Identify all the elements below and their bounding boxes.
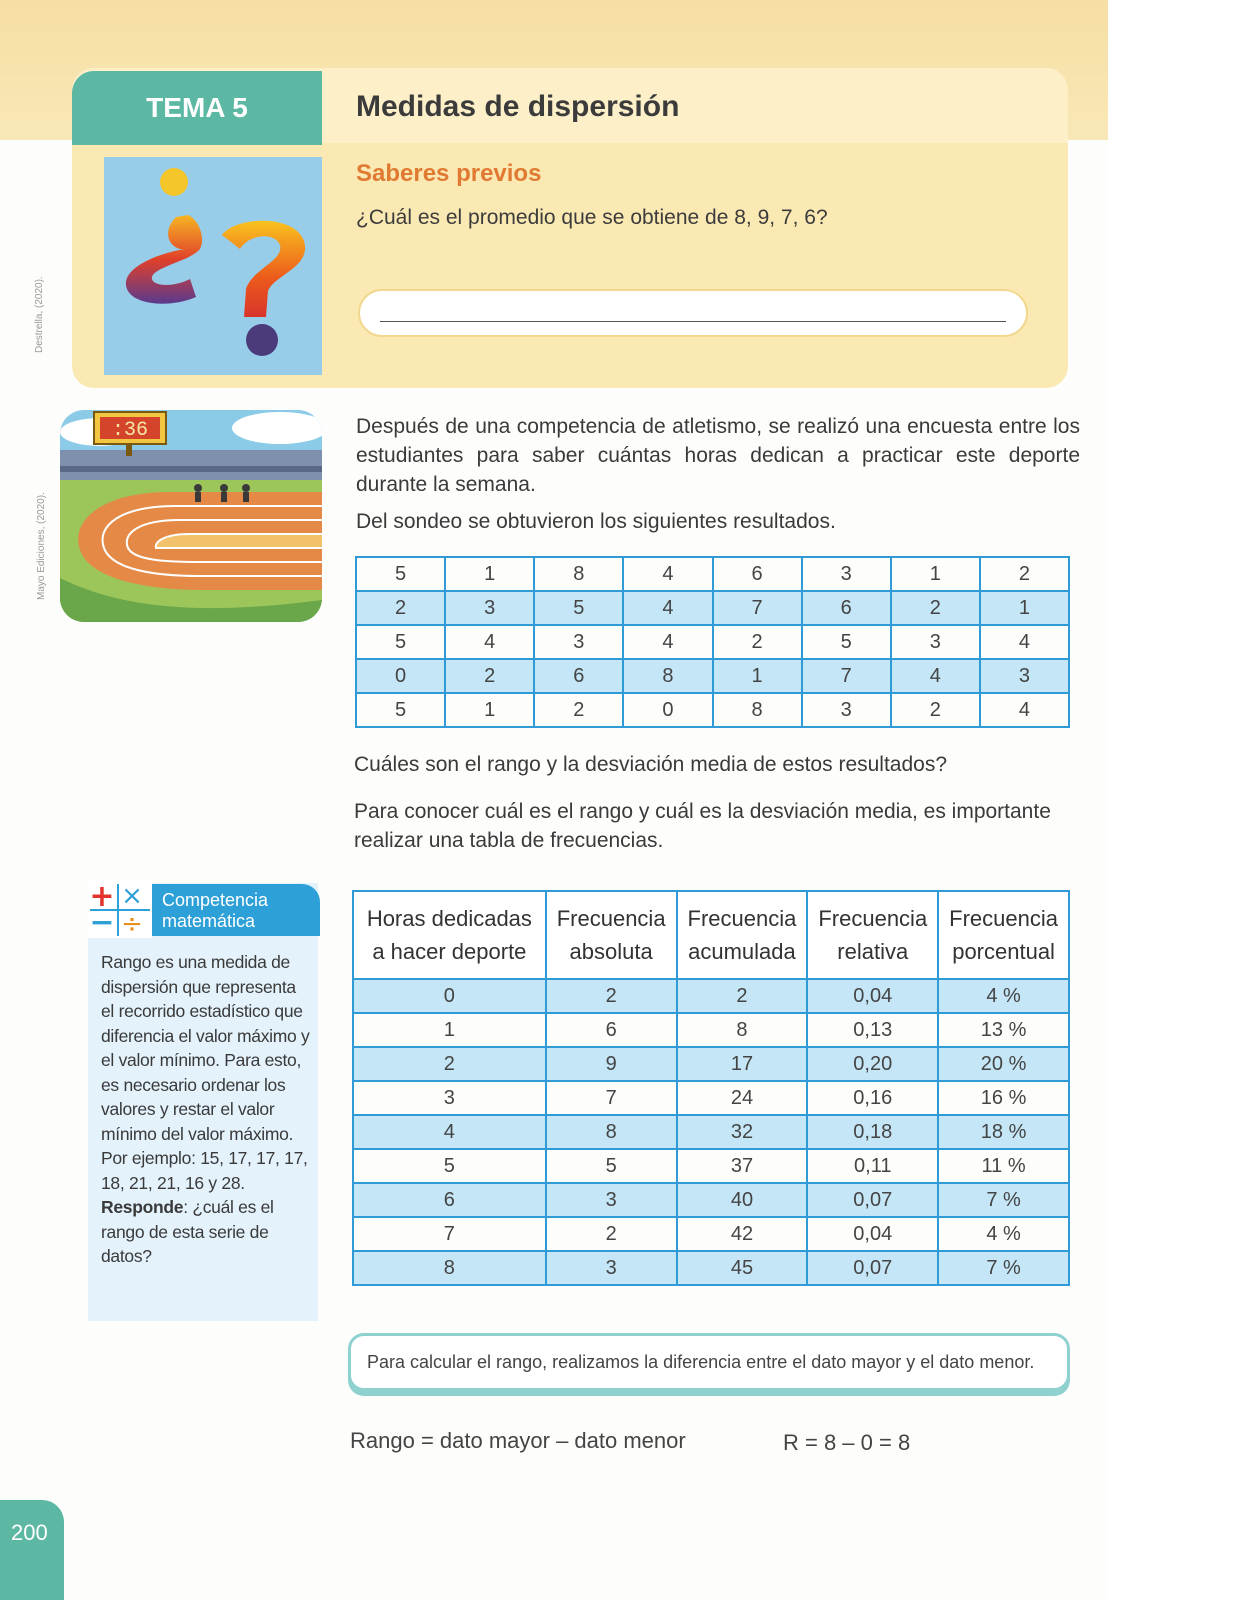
rango-explanation-box: [348, 1333, 1070, 1391]
column-header-relativa: Frecuencia relativa: [807, 891, 938, 979]
table-cell: 5: [802, 625, 891, 659]
column-header-horas: Horas dedicadas a hacer deporte: [353, 891, 546, 979]
table-cell: 4: [980, 625, 1069, 659]
table-cell: 2: [677, 979, 808, 1013]
table-cell: 1: [445, 557, 534, 591]
question-mark-illustration: [104, 157, 322, 375]
responde-text: : ¿cuál es el rango de esta serie de datos?: [101, 1197, 274, 1266]
saberes-previos-title: Saberes previos: [356, 160, 542, 187]
table-cell: 3: [802, 557, 891, 591]
table-cell: 7: [546, 1081, 677, 1115]
table-cell: 8: [713, 693, 802, 727]
competencia-body: Rango es una medida de dispersión que representa el recorrido estadístico que diferencia el valor máximo y el valor mínimo. Para esto, es necesario ordenar los valores y restar el valor mínimo del valor máximo.: [101, 952, 310, 1144]
table-row: [353, 1183, 1069, 1217]
table-cell: 3: [802, 693, 891, 727]
table-cell: 20 %: [938, 1047, 1069, 1081]
table-cell: 2: [534, 693, 623, 727]
table-cell: 3: [353, 1081, 546, 1115]
saberes-question: ¿Cuál es el promedio que se obtiene de 8, 9, 7, 6?: [356, 206, 828, 229]
table-cell: 16 %: [938, 1081, 1069, 1115]
table-cell: 18 %: [938, 1115, 1069, 1149]
math-operations-icon: [88, 880, 152, 938]
table-cell: 3: [546, 1183, 677, 1217]
page-number: 200: [0, 1500, 64, 1600]
table-cell: 8: [677, 1013, 808, 1047]
question-marks-icon: [104, 157, 322, 375]
table-cell: 4 %: [938, 979, 1069, 1013]
table-cell: 1: [891, 557, 980, 591]
table-cell: 0,13: [807, 1013, 938, 1047]
table-cell: 0,18: [807, 1115, 938, 1149]
table-cell: 5: [356, 557, 445, 591]
page-title: Medidas de dispersión: [356, 90, 680, 123]
table-cell: 4 %: [938, 1217, 1069, 1251]
table-row: [353, 1047, 1069, 1081]
image-credit-1: Destrella, (2020).: [34, 276, 45, 353]
table-cell: 5: [546, 1149, 677, 1183]
column-header-porcentual: Frecuencia porcentual: [938, 891, 1069, 979]
table-cell: 2: [713, 625, 802, 659]
table-cell: 1: [353, 1013, 546, 1047]
table-cell: 7: [353, 1217, 546, 1251]
rango-formula: Rango = dato mayor – dato menor: [350, 1428, 686, 1453]
table-cell: 2: [546, 1217, 677, 1251]
table-cell: 8: [534, 557, 623, 591]
table-row: [356, 625, 1069, 659]
table-cell: 4: [623, 591, 712, 625]
stadium-illustration: [60, 410, 322, 622]
table-row: [353, 1251, 1069, 1285]
table-cell: 17: [677, 1047, 808, 1081]
table-cell: 6: [546, 1013, 677, 1047]
table-cell: 7: [713, 591, 802, 625]
table-cell: 4: [980, 693, 1069, 727]
table-cell: 4: [891, 659, 980, 693]
table-cell: 32: [677, 1115, 808, 1149]
table-row: [353, 1081, 1069, 1115]
table-cell: 0: [356, 659, 445, 693]
responde-label: Responde: [101, 1197, 184, 1217]
table-header-row: [353, 891, 1069, 979]
rango-calculation: R = 8 – 0 = 8: [783, 1430, 911, 1455]
table-cell: 3: [445, 591, 534, 625]
athletics-track-icon: [60, 410, 322, 622]
table-row: [353, 979, 1069, 1013]
competencia-text: [101, 950, 313, 1269]
table-row: [356, 659, 1069, 693]
table-cell: 4: [623, 557, 712, 591]
column-header-acumulada: Frecuencia acumulada: [677, 891, 808, 979]
table-cell: 0,07: [807, 1183, 938, 1217]
question-text: Cuáles son el rango y la desviación media de estos resultados?: [354, 753, 948, 776]
table-cell: 8: [353, 1251, 546, 1285]
table-cell: 2: [445, 659, 534, 693]
table-cell: 0,11: [807, 1149, 938, 1183]
table-cell: 3: [980, 659, 1069, 693]
table-cell: 13 %: [938, 1013, 1069, 1047]
table-cell: 2: [891, 693, 980, 727]
table-row: [356, 591, 1069, 625]
table-cell: 45: [677, 1251, 808, 1285]
table-cell: 3: [534, 625, 623, 659]
table-cell: 8: [623, 659, 712, 693]
table-cell: 8: [546, 1115, 677, 1149]
table-cell: 0: [623, 693, 712, 727]
table-cell: 0,04: [807, 1217, 938, 1251]
table-cell: 0,04: [807, 979, 938, 1013]
rango-explanation-text: Para calcular el rango, realizamos la diferencia entre el dato mayor y el dato menor.: [367, 1351, 1035, 1372]
table-cell: 2: [353, 1047, 546, 1081]
table-cell: 0,16: [807, 1081, 938, 1115]
table-cell: 3: [891, 625, 980, 659]
table-cell: 1: [445, 693, 534, 727]
table-cell: 7 %: [938, 1183, 1069, 1217]
table-cell: 0: [353, 979, 546, 1013]
table-cell: 6: [534, 659, 623, 693]
svg-text:×: ×: [121, 881, 143, 911]
table-cell: 5: [534, 591, 623, 625]
table-cell: 2: [891, 591, 980, 625]
table-row: [353, 1115, 1069, 1149]
table-cell: 0,07: [807, 1251, 938, 1285]
table-cell: 2: [546, 979, 677, 1013]
answer-line: [380, 321, 1006, 322]
table-cell: 6: [713, 557, 802, 591]
table-cell: 4: [353, 1115, 546, 1149]
competencia-title: Competencia matemática: [162, 890, 269, 931]
table-cell: 2: [980, 557, 1069, 591]
plus-times-minus-divide-icon: [88, 880, 152, 938]
table-cell: 5: [356, 693, 445, 727]
table-cell: 4: [623, 625, 712, 659]
table-cell: 1: [713, 659, 802, 693]
svg-text:−: −: [89, 905, 115, 938]
frequency-table: [352, 890, 1070, 1286]
table-cell: 2: [356, 591, 445, 625]
competencia-example: Por ejemplo: 15, 17, 17, 17, 18, 21, 21, 16 y 28.: [101, 1148, 308, 1193]
survey-data-table: [355, 556, 1070, 728]
table-cell: 24: [677, 1081, 808, 1115]
table-row: [353, 1013, 1069, 1047]
image-credit-2: Mayo Ediciones, (2020).: [36, 492, 47, 600]
table-cell: 1: [980, 591, 1069, 625]
table-cell: 7: [802, 659, 891, 693]
table-cell: 6: [353, 1183, 546, 1217]
table-row: [356, 557, 1069, 591]
table-row: [353, 1217, 1069, 1251]
table-cell: 5: [353, 1149, 546, 1183]
table-cell: 9: [546, 1047, 677, 1081]
table-row: [356, 693, 1069, 727]
table-cell: 37: [677, 1149, 808, 1183]
answer-field[interactable]: [358, 289, 1028, 337]
intro-paragraph: Después de una competencia de atletismo, se realizó una encuesta entre los estudiantes para saber cuántas horas dedican a practicar este deporte durante la semana.: [356, 415, 1080, 496]
column-header-absoluta: Frecuencia absoluta: [546, 891, 677, 979]
table-cell: 42: [677, 1217, 808, 1251]
page-margin-strip: [1108, 0, 1236, 1600]
table-cell: 4: [445, 625, 534, 659]
svg-text:÷: ÷: [121, 909, 143, 938]
table-cell: 5: [356, 625, 445, 659]
tema-tab: TEMA 5: [72, 71, 322, 145]
scoreboard-text: :36: [111, 419, 149, 442]
frequency-intro-paragraph: Para conocer cuál es el rango y cuál es la desviación media, es importante realizar una tabla de frecuencias.: [354, 800, 1051, 852]
table-cell: 0,20: [807, 1047, 938, 1081]
table-cell: 11 %: [938, 1149, 1069, 1183]
table-cell: 40: [677, 1183, 808, 1217]
table-cell: 6: [802, 591, 891, 625]
table-cell: 7 %: [938, 1251, 1069, 1285]
svg-text:+: +: [89, 880, 115, 914]
table-cell: 3: [546, 1251, 677, 1285]
sondeo-line: Del sondeo se obtuvieron los siguientes resultados.: [356, 510, 836, 533]
table-row: [353, 1149, 1069, 1183]
